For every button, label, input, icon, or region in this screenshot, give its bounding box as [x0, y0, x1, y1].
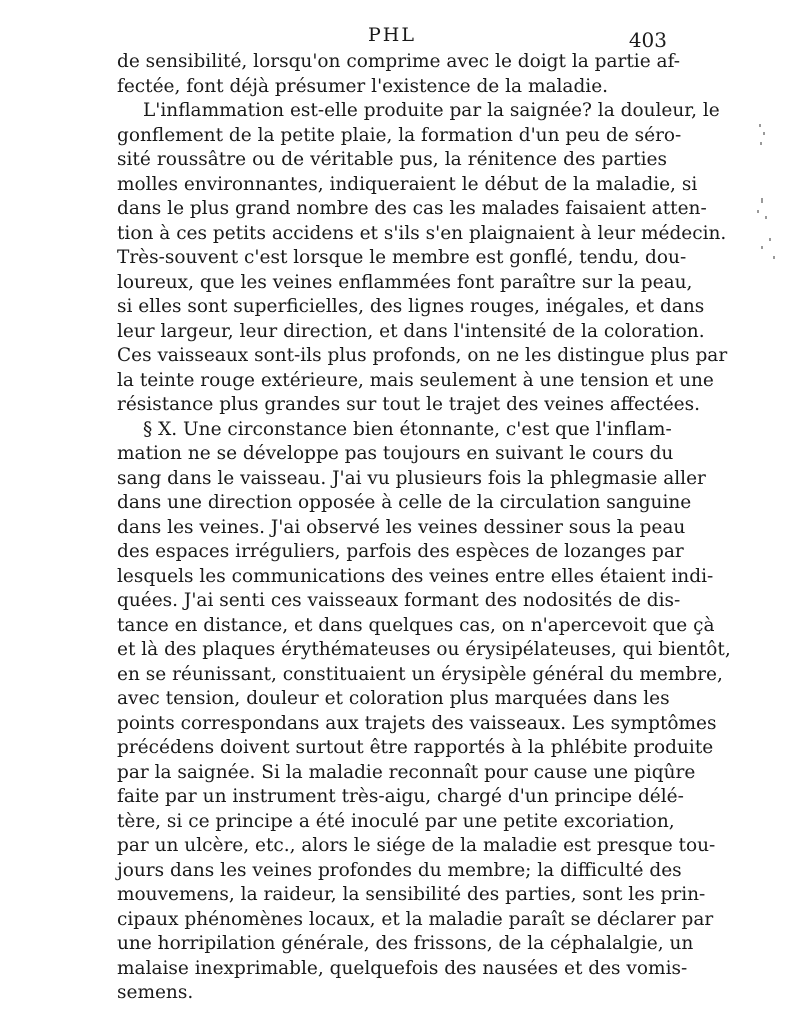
text-line: points correspondans aux trajets des vaisseaux. Les symptômes	[117, 712, 717, 734]
speck	[761, 198, 763, 203]
page-number: 403	[628, 28, 667, 52]
text-line: tère, si ce principe a été inoculé par une petite excoriation,	[117, 810, 675, 832]
text-line: mation ne se développe pas toujours en suivant le cours du	[117, 443, 674, 464]
text-line: dans une direction opposée à celle de la circulation sanguine	[117, 492, 692, 513]
text-line: par un ulcère, etc., alors le siége de la maladie est presque tou-	[117, 835, 716, 856]
text-line: dans le plus grand nombre des cas les malades faisaient atten-	[117, 198, 707, 219]
text-line: tance en distance, et dans quelques cas, on n'apercevoit que çà	[117, 614, 715, 636]
speck	[773, 256, 775, 259]
text-line: fectée, font déjà présumer l'existence de la maladie.	[117, 75, 609, 97]
text-line: dans les veines. J'ai observé les veines dessiner sous la peau	[117, 516, 686, 538]
body-text	[117, 50, 731, 1006]
running-title: PHL	[368, 24, 416, 46]
text-line: la teinte rouge extérieure, mais seulement à une tension et une	[117, 369, 714, 391]
text-line: lesquels les communications des veines entre elles étaient indi-	[117, 565, 714, 587]
text-line: de sensibilité, lorsqu'on comprime avec le doigt la partie af-	[117, 51, 681, 72]
text-line: loureux, que les veines enflammées font paraître sur la peau,	[117, 271, 693, 293]
text-line: malaise inexprimable, quelquefois des nausées et des vomis-	[117, 957, 688, 979]
text-line: L'inflammation est-elle produite par la saignée? la douleur, le	[143, 100, 720, 121]
text-line: mouvemens, la raideur, la sensibilité des parties, sont les prin-	[117, 884, 706, 905]
text-line: gonflement de la petite plaie, la formation d'un peu de séro-	[117, 124, 682, 146]
running-head	[117, 22, 667, 50]
speck	[759, 124, 761, 127]
text-line: des espaces irréguliers, parfois des espèces de lozanges par	[117, 541, 684, 562]
text-line: une horripilation générale, des frissons, de la céphalalgie, un	[117, 933, 694, 954]
speck	[761, 246, 763, 249]
text-line: molles environnantes, indiqueraient le début de la maladie, si	[117, 173, 698, 195]
text-line: avec tension, douleur et coloration plus marquées dans les	[117, 688, 670, 709]
text-line: jours dans les veines profondes du membre; la difficulté des	[117, 859, 682, 881]
text-line: Très-souvent c'est lorsque le membre est gonflé, tendu, dou-	[117, 247, 687, 268]
text-line: en se réunissant, constituaient un érysipèle général du membre,	[117, 663, 723, 685]
text-line: précédens doivent surtout être rapportés à la phlébite produite	[117, 737, 714, 758]
speck	[769, 238, 771, 241]
text-line: leur largeur, leur direction, et dans l'intensité de la coloration.	[117, 320, 705, 342]
speck	[763, 132, 765, 135]
text-line: et là des plaques érythémateuses ou érysipélateuses, qui bientôt,	[117, 639, 731, 660]
text-line: sang dans le vaisseau. J'ai vu plusieurs fois la phlegmasie aller	[117, 467, 706, 489]
text-line: résistance plus grandes sur tout le trajet des veines affectées.	[117, 394, 701, 415]
speck	[760, 142, 762, 145]
text-line: semens.	[117, 982, 194, 1003]
text-line: si elles sont superficielles, des lignes rouges, inégales, et dans	[117, 296, 705, 317]
text-line: tion à ces petits accidens et s'ils s'en plaignaient à leur médecin.	[117, 222, 727, 244]
text-line: par la saignée. Si la maladie reconnaît pour cause une piqûre	[117, 761, 696, 783]
text-line: sité roussâtre ou de véritable pus, la rénitence des parties	[117, 149, 667, 170]
text-line: § X. Une circonstance bien étonnante, c'est que l'inflam-	[143, 418, 672, 440]
speck	[765, 216, 767, 219]
text-line: quées. J'ai senti ces vaisseaux formant des nodosités de dis-	[117, 590, 681, 611]
margin-bleed-marks	[755, 120, 785, 280]
text-line: Ces vaisseaux sont-ils plus profonds, on ne les distingue plus par	[117, 345, 728, 366]
text-line: faite par un instrument très-aigu, chargé d'un principe délé-	[117, 786, 684, 807]
speck	[757, 210, 759, 213]
text-line: cipaux phénomènes locaux, et la maladie paraît se déclarer par	[117, 908, 714, 930]
